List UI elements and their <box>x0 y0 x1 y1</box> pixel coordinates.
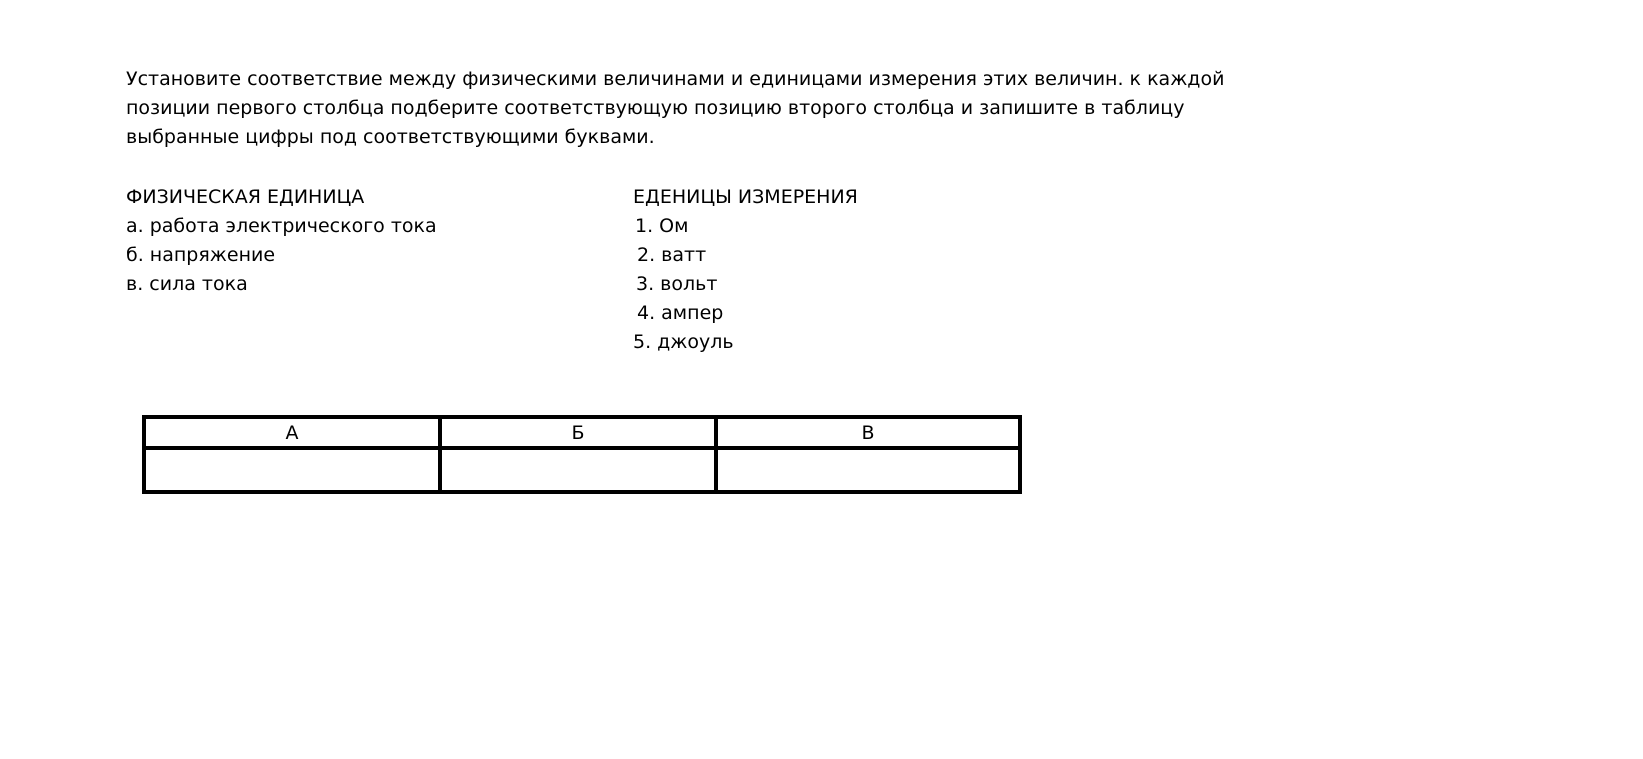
quantities-heading: ФИЗИЧЕСКАЯ ЕДИНИЦА <box>126 186 365 208</box>
answer-table <box>142 415 1022 494</box>
instruction-line-2: позиции первого столбца подберите соответствующую позицию второго столбца и запишите в таблицу <box>126 97 1185 119</box>
quantity-item-b: б. напряжение <box>126 244 276 266</box>
answer-table-answer-row <box>144 448 1020 492</box>
units-heading: ЕДЕНИЦЫ ИЗМЕРЕНИЯ <box>633 186 858 208</box>
quantities-column <box>126 183 437 299</box>
instruction-line-3: выбранные цифры под соответствующими буквами. <box>126 126 655 148</box>
units-column <box>633 183 858 357</box>
quantity-item-a: а. работа электрического тока <box>126 215 437 237</box>
quantity-item-v: в. сила тока <box>126 273 248 295</box>
header-cell-v: В <box>716 417 1020 448</box>
unit-item-1: 1. Ом <box>635 215 689 237</box>
instruction-line-1: Установите соответствие между физическими величинами и единицами измерения этих величин. к каждой <box>126 68 1225 90</box>
unit-item-2: 2. ватт <box>637 244 707 266</box>
answer-table-header-row <box>144 417 1020 448</box>
answer-cell-v[interactable] <box>716 448 1020 492</box>
answer-cell-a[interactable] <box>144 448 440 492</box>
answer-cell-b[interactable] <box>440 448 716 492</box>
unit-item-3: 3. вольт <box>636 273 718 295</box>
unit-item-4: 4. ампер <box>637 302 724 324</box>
unit-item-5: 5. джоуль <box>633 331 734 353</box>
header-cell-a: А <box>144 417 440 448</box>
header-cell-b: Б <box>440 417 716 448</box>
task-instructions <box>126 65 1286 152</box>
